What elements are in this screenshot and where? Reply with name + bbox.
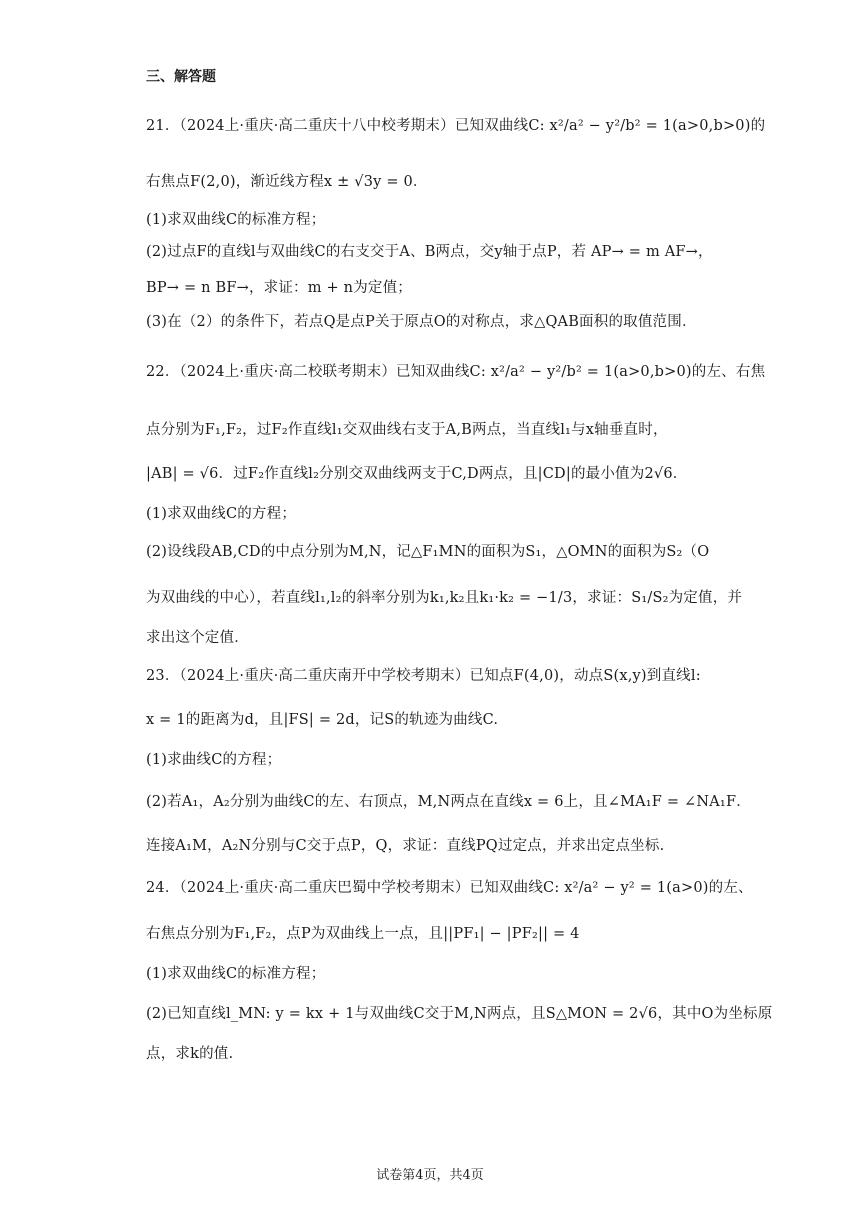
problem-23-line-1: 23．（2024上·重庆·高二重庆南开中学校考期末）已知点F(4,0)，动点S(x,y)到直线l: (146, 668, 701, 684)
problem-23-line-2: x = 1的距离为d，且|FS| = 2d，记S的轨迹为曲线C. (146, 712, 499, 728)
problem-21-line-5: BP→ = n BF→，求证：m + n为定值； (146, 280, 412, 296)
problem-21-line-2: 右焦点F(2,0)，渐近线方程x ± √3y = 0． (146, 174, 428, 190)
problem-23-line-5: 连接A₁M，A₂N分别与C交于点P，Q，求证：直线PQ过定点，并求出定点坐标. (146, 838, 665, 854)
page-footer: 试卷第4页，共4页 (376, 1168, 484, 1183)
problem-21-line-6: (3)在（2）的条件下，若点Q是点P关于原点O的对称点，求△QAB面积的取值范围． (146, 314, 697, 330)
problem-24-line-5: 点，求k的值. (146, 1046, 234, 1062)
problem-22-line-4: (1)求双曲线C的方程； (146, 506, 297, 522)
problem-23-line-3: (1)求曲线C的方程； (146, 752, 282, 768)
problem-22-line-7: 求出这个定值． (146, 630, 249, 646)
problem-21-line-3: (1)求双曲线C的标准方程； (146, 212, 326, 228)
problem-21-line-4: (2)过点F的直线l与双曲线C的右支交于A、B两点，交y轴于点P，若 AP→ = m AF→， (146, 244, 713, 260)
problem-24-line-3: (1)求双曲线C的标准方程； (146, 966, 326, 982)
section-heading: 三、解答题 (146, 69, 216, 85)
problem-22-line-1: 22．（2024上·重庆·高二校联考期末）已知双曲线C: x²/a² − y²/b² = 1(a>0,b>0)的左、右焦 (146, 364, 766, 380)
problem-23-line-4: (2)若A₁，A₂分别为曲线C的左、右顶点，M,N两点在直线x = 6上，且∠MA₁F = ∠NA₁F． (146, 794, 751, 810)
problem-22-line-2: 点分别为F₁,F₂，过F₂作直线l₁交双曲线右支于A,B两点，当直线l₁与x轴垂直时， (146, 422, 668, 438)
problem-22-line-6: 为双曲线的中心），若直线l₁,l₂的斜率分别为k₁,k₂且k₁·k₂ = −1/3，求证：S₁/S₂为定值，并 (146, 590, 743, 606)
problem-24-line-4: (2)已知直线l_MN: y = kx + 1与双曲线C交于M,N两点，且S△MON = 2√6，其中O为坐标原 (146, 1006, 773, 1022)
problem-24-line-2: 右焦点分别为F₁,F₂，点P为双曲线上一点，且||PF₁| − |PF₂|| = 4 (146, 926, 580, 942)
problem-22-line-3: |AB| = √6．过F₂作直线l₂分别交双曲线两支于C,D两点，且|CD|的最小值为2√6． (146, 466, 688, 482)
problem-22-line-5: (2)设线段AB,CD的中点分别为M,N，记△F₁MN的面积为S₁，△OMN的面积为S₂（O (146, 544, 710, 560)
problem-21-line-1: 21．（2024上·重庆·高二重庆十八中校考期末）已知双曲线C: x²/a² − y²/b² = 1(a>0,b>0)的 (146, 118, 766, 134)
problem-24-line-1: 24．（2024上·重庆·高二重庆巴蜀中学校考期末）已知双曲线C: x²/a² − y² = 1(a>0)的左、 (146, 880, 753, 896)
